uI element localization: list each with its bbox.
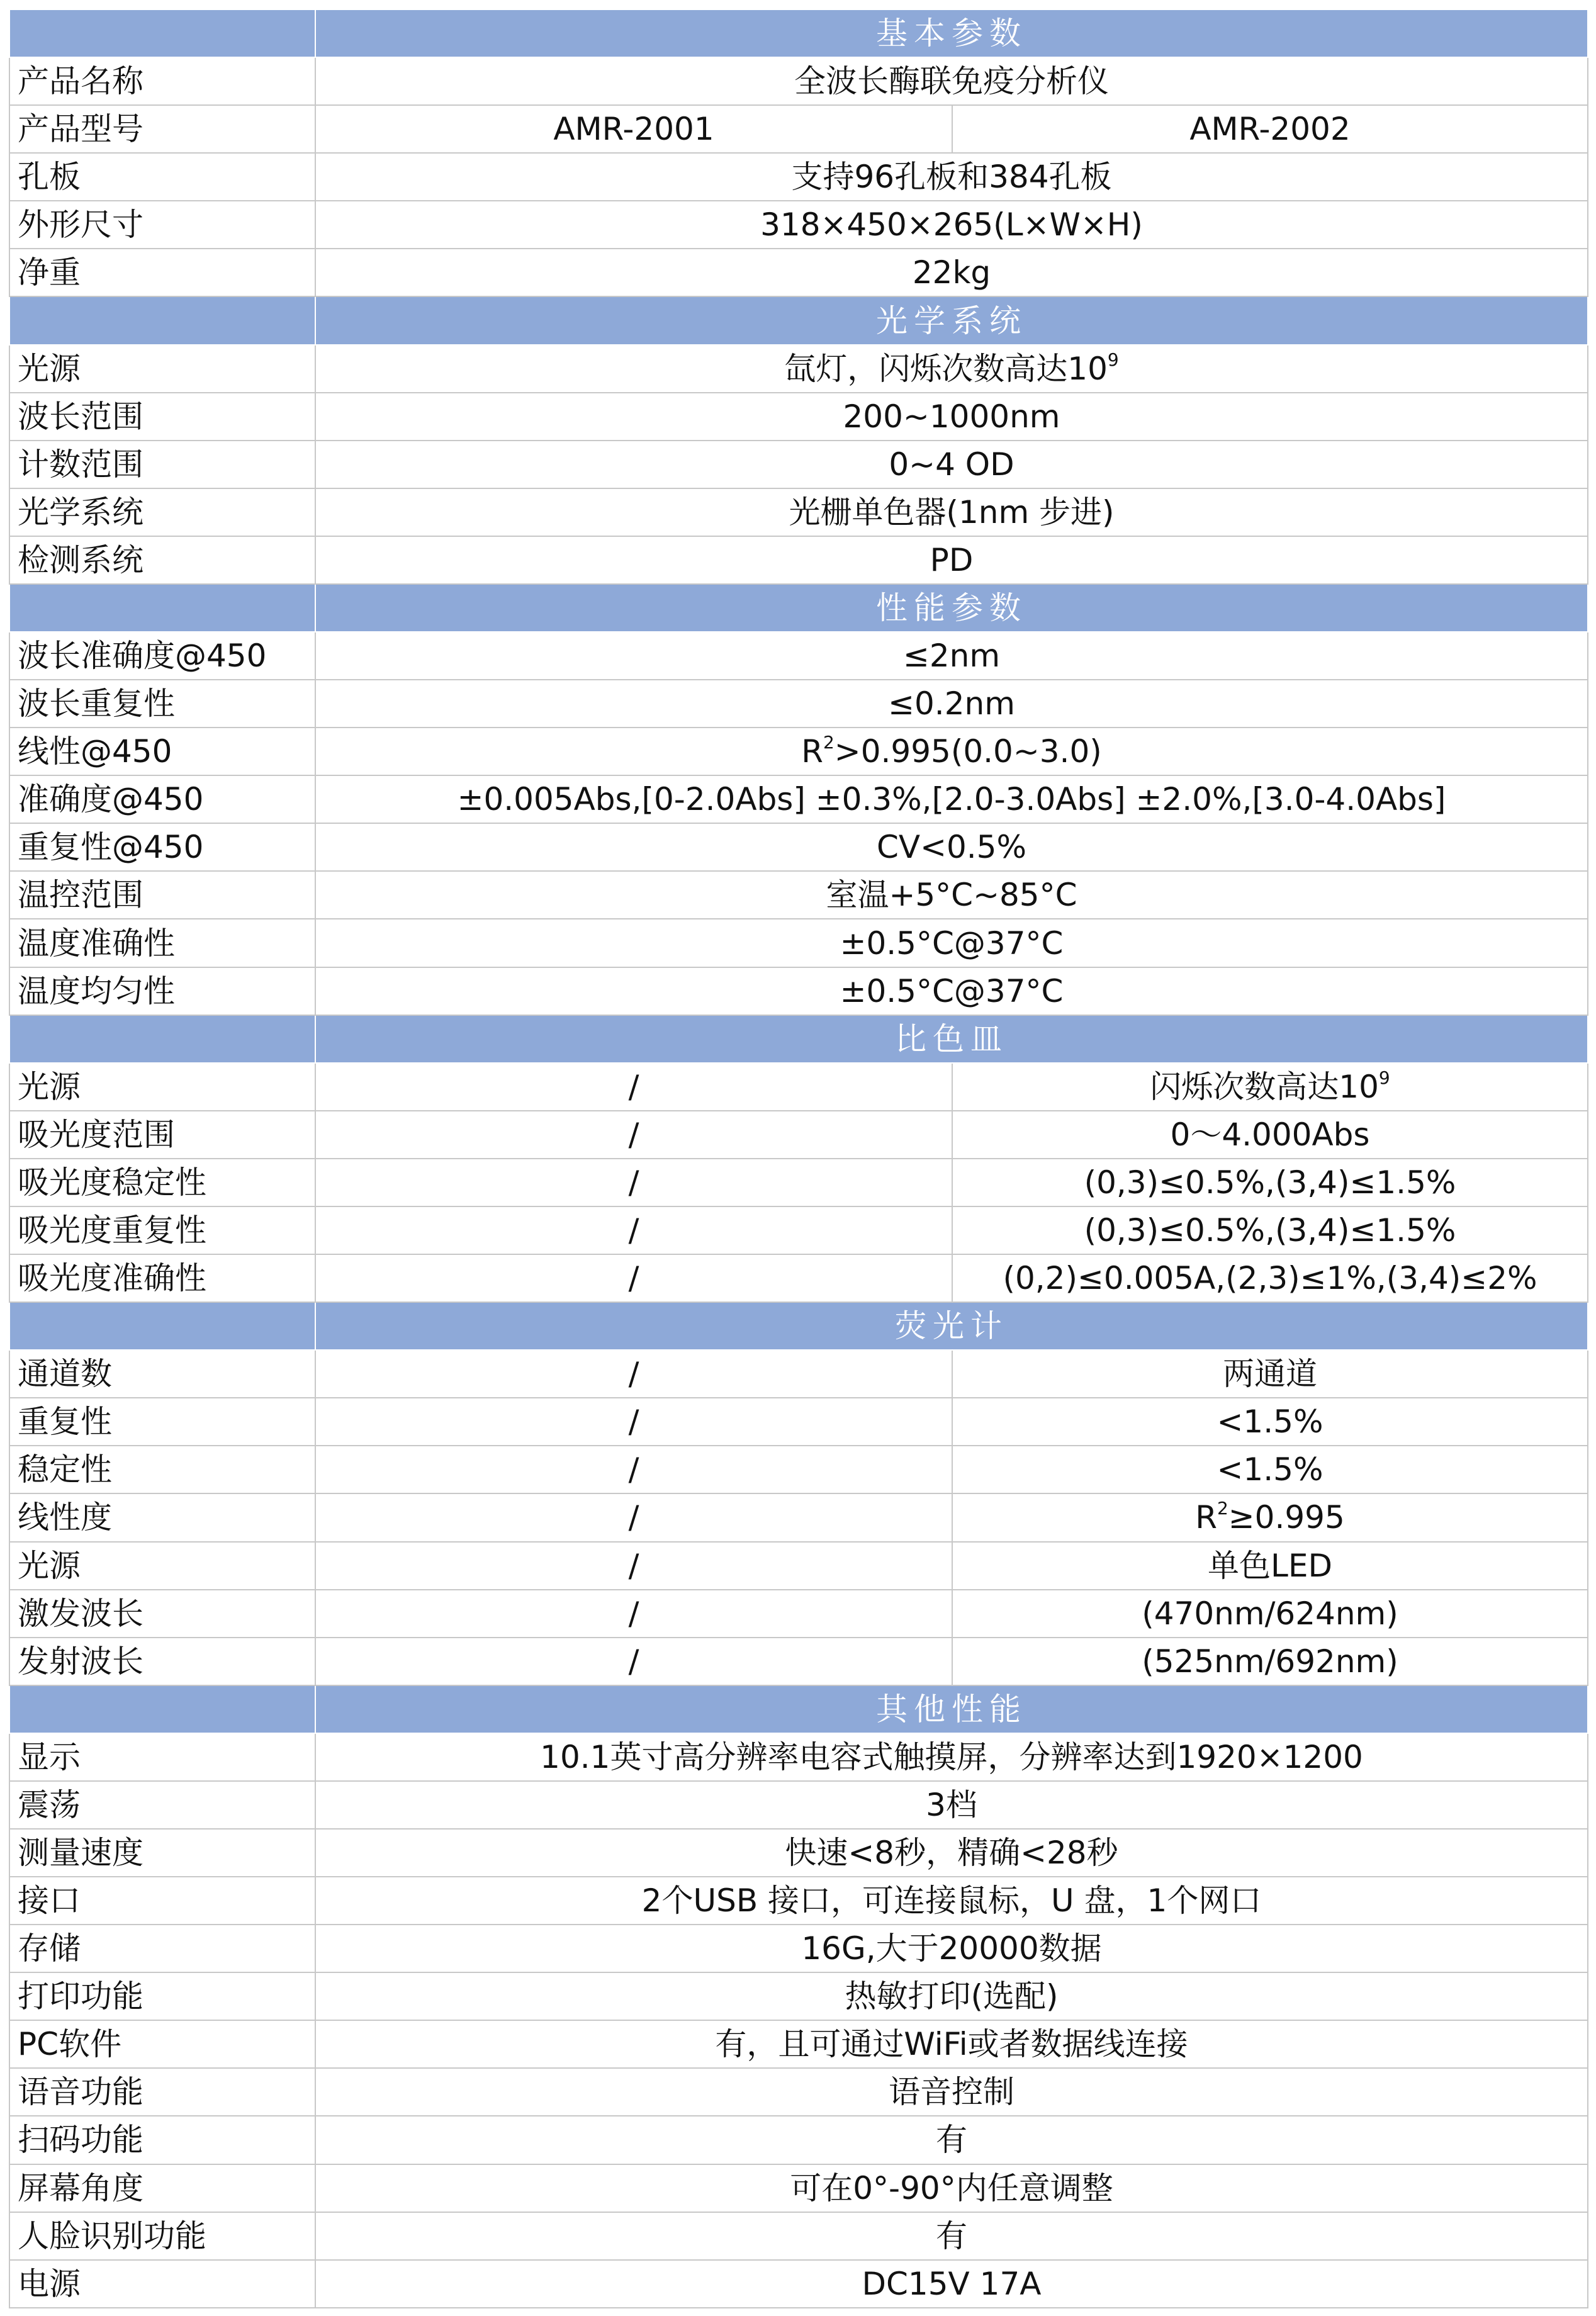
- row-value-cell: [315, 2116, 1588, 2164]
- model-2-value: (0,2)≤0.005A,(2,3)≤1%,(3,4)≤2%: [1003, 1260, 1537, 1297]
- row-label: 波长准确度@450: [9, 632, 315, 680]
- model-1-cell: [315, 1111, 952, 1159]
- row-label: 重复性@450: [9, 823, 315, 871]
- row-label: 孔板: [9, 153, 315, 201]
- model-2-cell: [952, 1063, 1588, 1111]
- model-2-value: R: [1195, 1499, 1217, 1536]
- spec-table: [9, 9, 1588, 2308]
- row-value: 室温+5°C~85°C: [826, 877, 1077, 914]
- row-value-cell: [315, 2068, 1588, 2116]
- row-value: 热敏打印(选配): [845, 1978, 1059, 2015]
- row-label: 吸光度准确性: [9, 1254, 315, 1302]
- row-value-cell: [315, 201, 1588, 249]
- model-1-value: AMR-2001: [553, 111, 714, 148]
- section-header-row: [9, 1685, 1588, 1733]
- row-value-cell: [315, 967, 1588, 1015]
- table-row: [9, 1781, 1588, 1829]
- section-header-row: [9, 296, 1588, 344]
- row-value: 3档: [926, 1786, 977, 1823]
- row-label: 计数范围: [9, 441, 315, 488]
- row-value-cell: [315, 2164, 1588, 2212]
- table-row: [9, 775, 1588, 823]
- model-1-cell: [315, 1638, 952, 1685]
- row-label: 产品名称: [9, 57, 315, 105]
- row-value: ±0.5°C@37°C: [840, 972, 1064, 1009]
- model-1-cell: [315, 105, 952, 153]
- model-1-cell: [315, 1446, 952, 1493]
- row-value-cell: [315, 871, 1588, 919]
- row-label: 激发波长: [9, 1590, 315, 1638]
- row-label: 显示: [9, 1733, 315, 1781]
- row-value: 有: [936, 2217, 967, 2254]
- row-value: 16G,大于20000数据: [801, 1930, 1102, 1967]
- row-value: 语音控制: [889, 2074, 1014, 2111]
- row-label: 吸光度稳定性: [9, 1159, 315, 1206]
- superscript: 2: [823, 732, 835, 753]
- model-2-cell: [952, 1446, 1588, 1493]
- row-label: 温度均匀性: [9, 967, 315, 1015]
- model-2-value: AMR-2002: [1189, 111, 1351, 148]
- row-label: 准确度@450: [9, 775, 315, 823]
- row-value: 0~4 OD: [889, 446, 1014, 483]
- table-row: [9, 632, 1588, 680]
- row-value-cell: [315, 345, 1588, 393]
- row-label: 吸光度重复性: [9, 1206, 315, 1254]
- table-row: [9, 1350, 1588, 1398]
- row-label: 波长重复性: [9, 680, 315, 728]
- row-value-cell: [315, 249, 1588, 296]
- row-value: R: [801, 733, 823, 770]
- table-row: [9, 1925, 1588, 1972]
- row-label: 存储: [9, 1925, 315, 1972]
- model-2-value: <1.5%: [1217, 1403, 1323, 1441]
- table-row: [9, 536, 1588, 584]
- table-row: [9, 393, 1588, 441]
- model-2-value: 0～4.000Abs: [1170, 1116, 1370, 1153]
- row-value: PD: [930, 541, 974, 578]
- row-label: 扫码功能: [9, 2116, 315, 2164]
- table-row: [9, 680, 1588, 728]
- model-2-cell: [952, 1111, 1588, 1159]
- row-value-cell: [315, 919, 1588, 967]
- model-1-cell: [315, 1159, 952, 1206]
- model-1-value: /: [628, 1068, 639, 1105]
- row-value-cell: [315, 2260, 1588, 2308]
- row-label: 光源: [9, 1063, 315, 1111]
- row-label: 线性@450: [9, 728, 315, 775]
- section-title: 性能参数: [315, 584, 1588, 632]
- row-value: 22kg: [912, 254, 991, 291]
- row-value-cell: [315, 153, 1588, 201]
- section-title: 基本参数: [315, 9, 1588, 57]
- model-2-cell: [952, 1493, 1588, 1541]
- row-value: ≤0.2nm: [888, 685, 1015, 722]
- table-row: [9, 2260, 1588, 2308]
- model-1-value: /: [628, 1451, 639, 1488]
- table-row: [9, 345, 1588, 393]
- row-value: ±0.5°C@37°C: [840, 925, 1064, 962]
- table-row: [9, 2212, 1588, 2260]
- row-label: 波长范围: [9, 393, 315, 441]
- model-2-value: (525nm/692nm): [1142, 1643, 1398, 1680]
- model-2-value: (0,3)≤0.5%,(3,4)≤1.5%: [1084, 1164, 1456, 1201]
- row-label: 外形尺寸: [9, 201, 315, 249]
- row-value: CV<0.5%: [876, 829, 1027, 866]
- section-header-spacer: [9, 1015, 315, 1063]
- row-value-cell: [315, 488, 1588, 536]
- row-value: 2个USB 接口，可连接鼠标，U 盘，1个网口: [641, 1882, 1262, 1920]
- model-2-cell: [952, 1590, 1588, 1638]
- row-label: 吸光度范围: [9, 1111, 315, 1159]
- model-2-cell: [952, 1350, 1588, 1398]
- table-row: [9, 1733, 1588, 1781]
- row-value: ±0.005Abs,[0-2.0Abs] ±0.3%,[2.0-3.0Abs] ±2.0%,[3.0-4.0Abs]: [457, 781, 1446, 818]
- model-2-value-suffix: ≥0.995: [1228, 1499, 1345, 1536]
- model-2-cell: [952, 1542, 1588, 1590]
- model-2-value: (0,3)≤0.5%,(3,4)≤1.5%: [1084, 1211, 1456, 1249]
- table-row: [9, 1398, 1588, 1446]
- row-value-cell: [315, 441, 1588, 488]
- model-1-value: /: [628, 1403, 639, 1441]
- row-value-cell: [315, 393, 1588, 441]
- model-1-cell: [315, 1493, 952, 1541]
- table-row: [9, 1638, 1588, 1685]
- table-row: [9, 1111, 1588, 1159]
- section-header-spacer: [9, 1302, 315, 1350]
- row-value-suffix: >0.995(0.0~3.0): [834, 733, 1102, 770]
- model-1-cell: [315, 1254, 952, 1302]
- table-row: [9, 2068, 1588, 2116]
- row-label: 重复性: [9, 1398, 315, 1446]
- row-value-cell: [315, 1877, 1588, 1925]
- table-row: [9, 2020, 1588, 2068]
- table-row: [9, 1493, 1588, 1541]
- row-value-cell: [315, 680, 1588, 728]
- row-label: 产品型号: [9, 105, 315, 153]
- model-1-cell: [315, 1063, 952, 1111]
- row-label: 通道数: [9, 1350, 315, 1398]
- row-label: 温度准确性: [9, 919, 315, 967]
- model-2-value: 单色LED: [1208, 1547, 1332, 1584]
- table-row: [9, 57, 1588, 105]
- row-label: 发射波长: [9, 1638, 315, 1685]
- row-value-cell: [315, 57, 1588, 105]
- table-row: [9, 1542, 1588, 1590]
- table-row: [9, 871, 1588, 919]
- row-value: 可在0°-90°内任意调整: [790, 2169, 1113, 2206]
- row-label: 光源: [9, 1542, 315, 1590]
- section-header-spacer: [9, 584, 315, 632]
- section-title: 比色皿: [315, 1015, 1588, 1063]
- row-value-cell: [315, 2020, 1588, 2068]
- table-row: [9, 201, 1588, 249]
- model-2-cell: [952, 1398, 1588, 1446]
- row-value-cell: [315, 823, 1588, 871]
- row-value-cell: [315, 1733, 1588, 1781]
- section-header-spacer: [9, 1685, 315, 1733]
- row-value: 氙灯，闪烁次数高达10: [784, 350, 1108, 387]
- table-row: [9, 823, 1588, 871]
- table-row: [9, 1877, 1588, 1925]
- table-row: [9, 488, 1588, 536]
- model-1-cell: [315, 1398, 952, 1446]
- table-row: [9, 1972, 1588, 2020]
- model-1-value: /: [628, 1116, 639, 1153]
- row-value: 10.1英寸高分辨率电容式触摸屏，分辨率达到1920×1200: [540, 1738, 1363, 1775]
- row-value-cell: [315, 1829, 1588, 1877]
- model-2-value: 两通道: [1223, 1356, 1317, 1393]
- model-1-value: /: [628, 1595, 639, 1632]
- section-header-row: [9, 9, 1588, 57]
- table-row: [9, 153, 1588, 201]
- table-row: [9, 441, 1588, 488]
- model-2-cell: [952, 1159, 1588, 1206]
- row-value: DC15V 17A: [862, 2265, 1042, 2302]
- row-label: 稳定性: [9, 1446, 315, 1493]
- model-2-value: 闪烁次数高达10: [1150, 1068, 1379, 1105]
- section-title: 其他性能: [315, 1685, 1588, 1733]
- row-value-cell: [315, 1972, 1588, 2020]
- row-value: 200~1000nm: [843, 398, 1060, 435]
- model-1-value: /: [628, 1499, 639, 1536]
- model-1-cell: [315, 1206, 952, 1254]
- table-row: [9, 967, 1588, 1015]
- table-row: [9, 1063, 1588, 1111]
- model-1-cell: [315, 1590, 952, 1638]
- row-label: 屏幕角度: [9, 2164, 315, 2212]
- section-header-spacer: [9, 296, 315, 344]
- row-label: PC软件: [9, 2020, 315, 2068]
- row-label: 打印功能: [9, 1972, 315, 2020]
- spec-table-body: [9, 9, 1588, 2308]
- table-row: [9, 2116, 1588, 2164]
- row-value: 318×450×265(L×W×H): [760, 206, 1143, 244]
- row-label: 测量速度: [9, 1829, 315, 1877]
- model-2-cell: [952, 1638, 1588, 1685]
- row-value-cell: [315, 1925, 1588, 1972]
- row-value: 有: [936, 2122, 967, 2159]
- row-value: ≤2nm: [902, 638, 1001, 675]
- superscript: 2: [1217, 1498, 1228, 1519]
- section-header-row: [9, 1302, 1588, 1350]
- model-1-value: /: [628, 1356, 639, 1393]
- row-label: 震荡: [9, 1781, 315, 1829]
- model-2-cell: [952, 105, 1588, 153]
- model-1-value: /: [628, 1547, 639, 1584]
- model-2-value: (470nm/624nm): [1142, 1595, 1398, 1632]
- section-header-row: [9, 584, 1588, 632]
- row-label: 检测系统: [9, 536, 315, 584]
- row-label: 光学系统: [9, 488, 315, 536]
- model-1-value: /: [628, 1211, 639, 1249]
- row-label: 净重: [9, 249, 315, 296]
- table-row: [9, 1206, 1588, 1254]
- row-label: 线性度: [9, 1493, 315, 1541]
- row-value: 快速<8秒，精确<28秒: [785, 1835, 1118, 1871]
- row-value: 光栅单色器(1nm 步进): [789, 493, 1115, 531]
- superscript: 9: [1378, 1067, 1390, 1088]
- model-1-value: /: [628, 1260, 639, 1297]
- model-2-cell: [952, 1206, 1588, 1254]
- table-row: [9, 1829, 1588, 1877]
- row-value-cell: [315, 536, 1588, 584]
- row-value-cell: [315, 775, 1588, 823]
- superscript: 9: [1107, 349, 1119, 370]
- table-row: [9, 249, 1588, 296]
- model-1-value: /: [628, 1164, 639, 1201]
- row-value-cell: [315, 632, 1588, 680]
- table-row: [9, 2164, 1588, 2212]
- table-row: [9, 728, 1588, 775]
- table-row: [9, 1254, 1588, 1302]
- row-value-cell: [315, 728, 1588, 775]
- model-2-value: <1.5%: [1217, 1451, 1323, 1488]
- table-row: [9, 919, 1588, 967]
- row-label: 人脸识别功能: [9, 2212, 315, 2260]
- row-label: 光源: [9, 345, 315, 393]
- model-1-value: /: [628, 1643, 639, 1680]
- row-label: 语音功能: [9, 2068, 315, 2116]
- row-value: 有，且可通过WiFi或者数据线连接: [715, 2026, 1188, 2063]
- row-value-cell: [315, 1781, 1588, 1829]
- table-row: [9, 1590, 1588, 1638]
- model-2-cell: [952, 1254, 1588, 1302]
- table-row: [9, 1446, 1588, 1493]
- section-header-row: [9, 1015, 1588, 1063]
- table-row: [9, 105, 1588, 153]
- row-value-cell: [315, 2212, 1588, 2260]
- section-header-spacer: [9, 9, 315, 57]
- table-row: [9, 1159, 1588, 1206]
- row-label: 电源: [9, 2260, 315, 2308]
- model-1-cell: [315, 1350, 952, 1398]
- row-label: 温控范围: [9, 871, 315, 919]
- section-title: 荧光计: [315, 1302, 1588, 1350]
- model-1-cell: [315, 1542, 952, 1590]
- section-title: 光学系统: [315, 296, 1588, 344]
- row-label: 接口: [9, 1877, 315, 1925]
- row-value: 支持96孔板和384孔板: [791, 159, 1112, 196]
- row-value: 全波长酶联免疫分析仪: [794, 63, 1109, 100]
